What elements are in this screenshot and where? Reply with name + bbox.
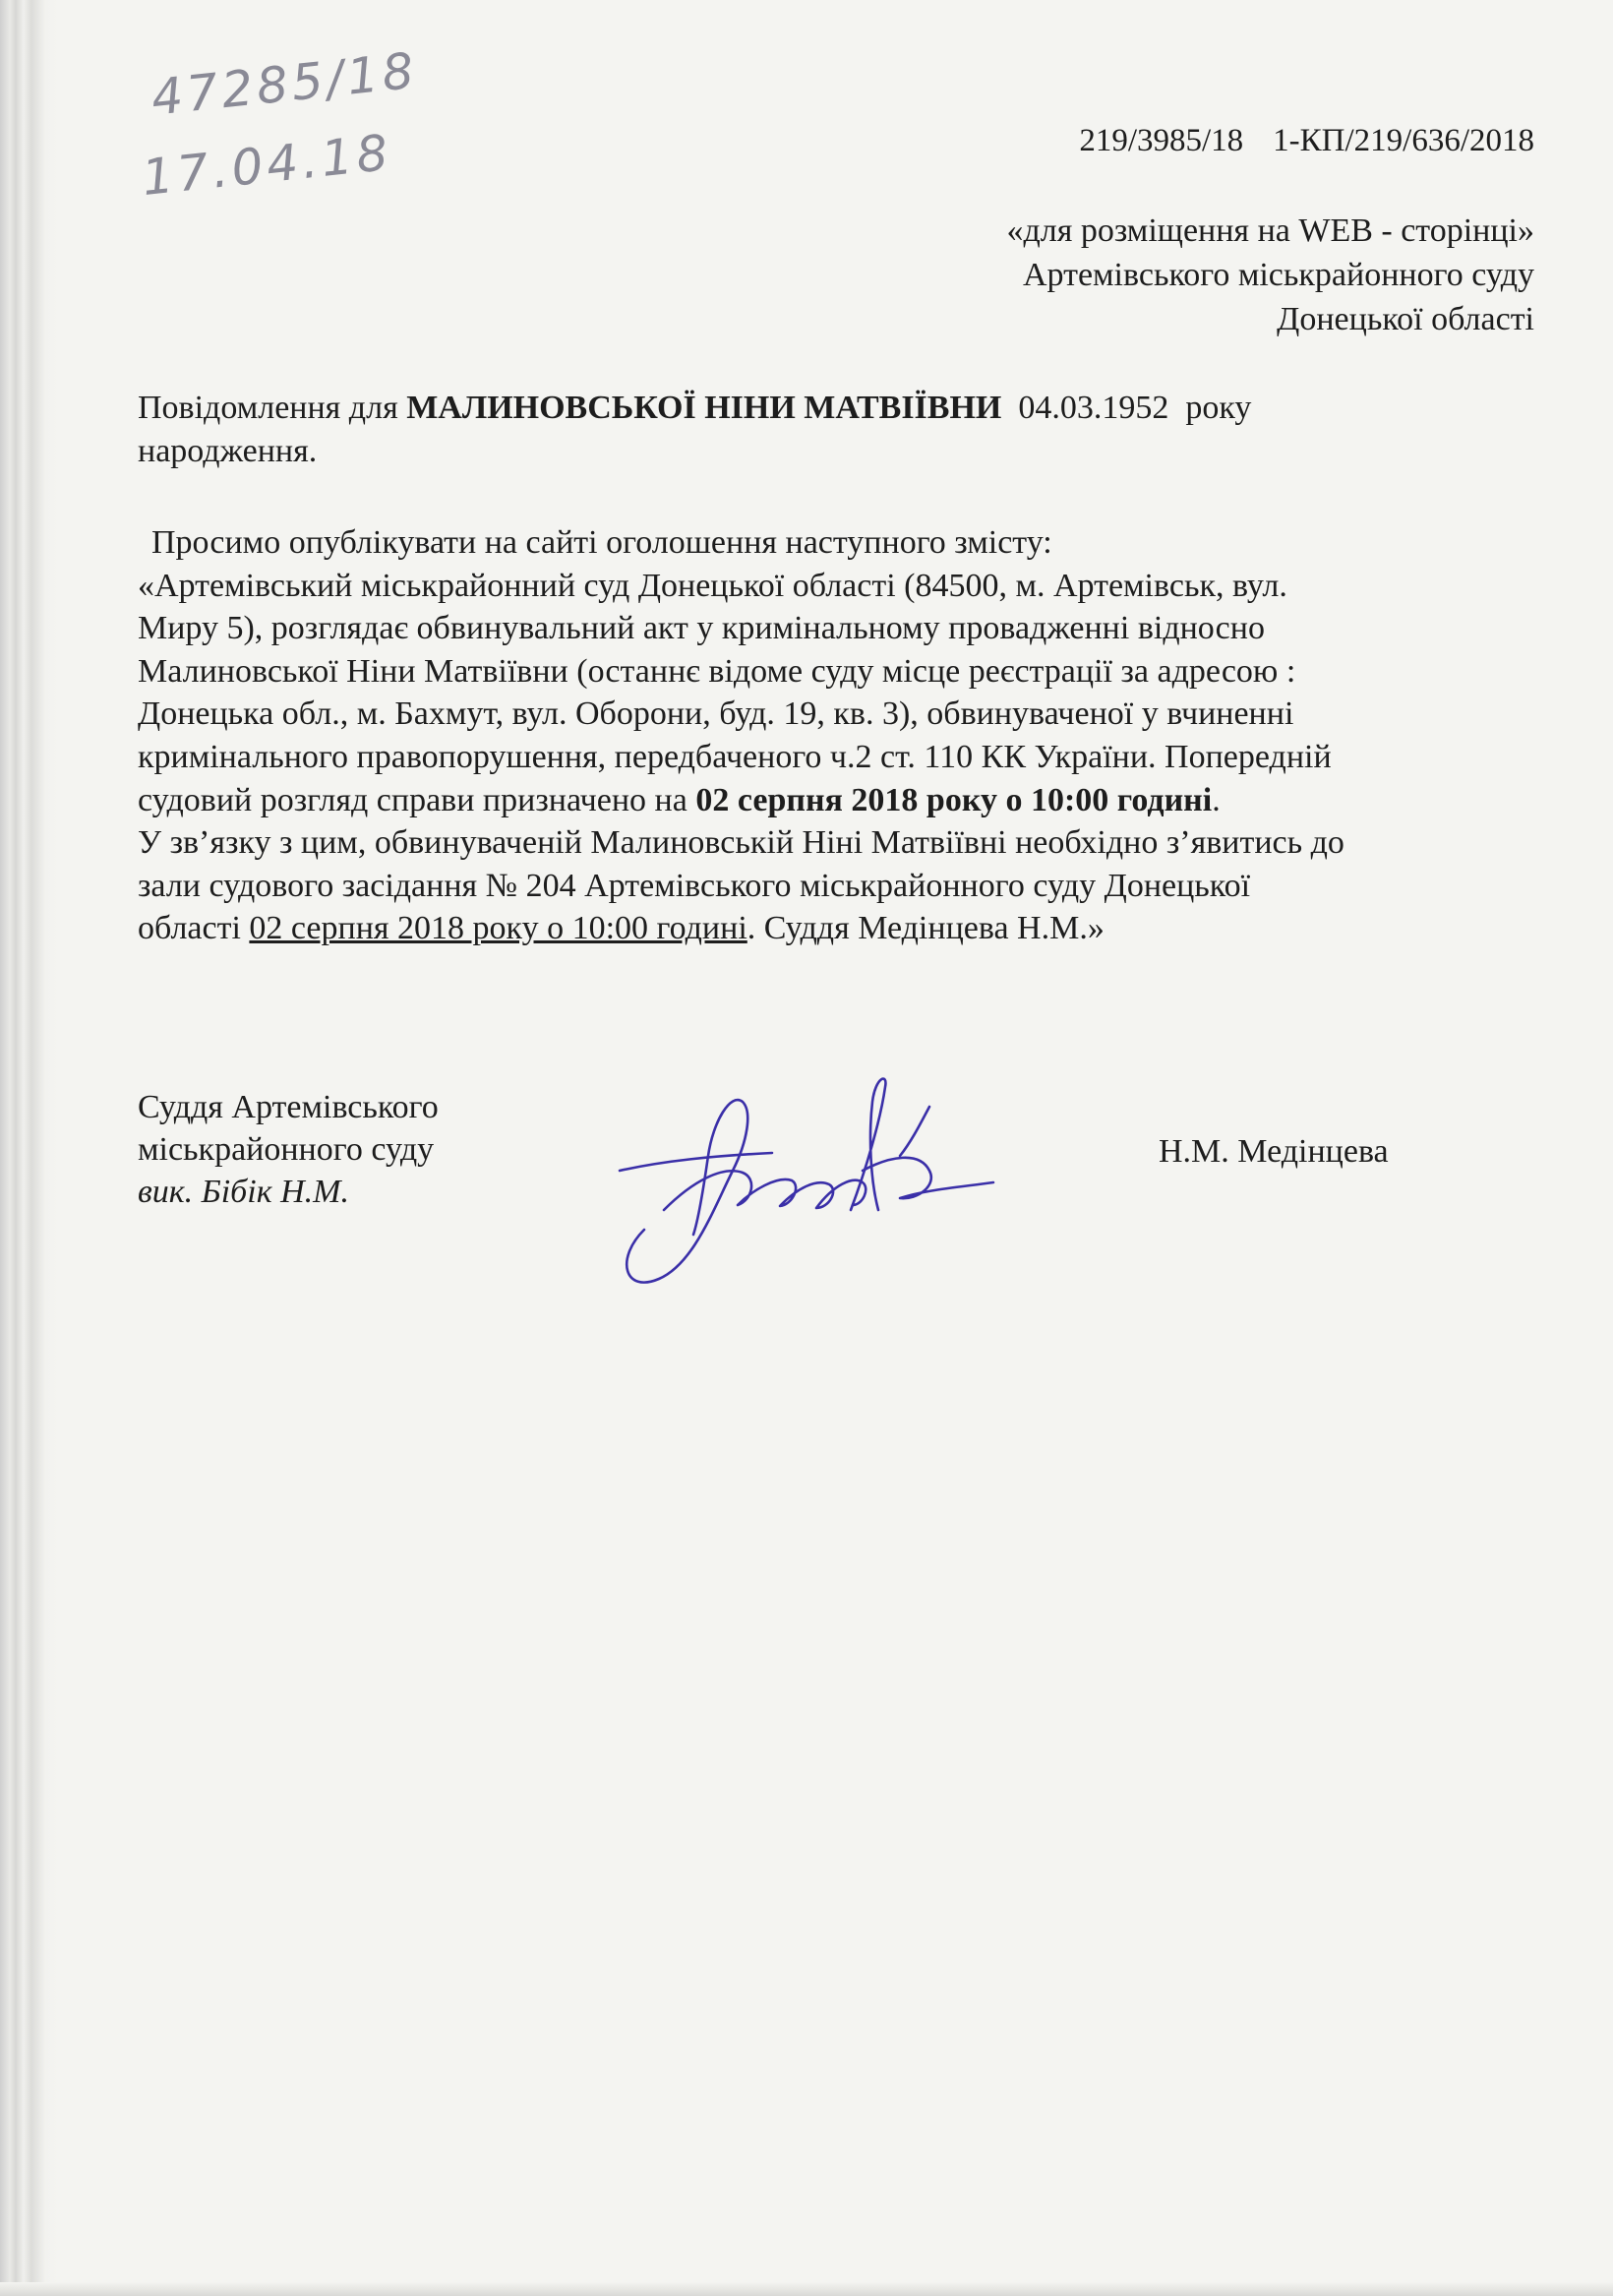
body-line-10 [138,907,1515,950]
body-line-7-suffix: . [1212,781,1221,818]
handwritten-registration-number: 47285/18 [149,41,421,127]
body-line-2: «Артемівський міськрайонний суд Донецької області (84500, м. Артемівськ, вул. [138,567,1287,604]
body-line-8: У зв’язку з цим, обвинуваченій Малиновській Ніні Матвіївні необхідно з’явитись до [138,824,1344,862]
case-number-second: 1-КП/219/636/2018 [1273,123,1534,158]
notice-recipient-name: МАЛИНОВСЬКОЇ НІНИ МАТВІЇВНИ [406,390,1002,426]
body-line-9: зали судового засідання № 204 Артемівського міськрайонного суду Донецької [138,867,1251,904]
hearing-date-underlined: 02 серпня 2018 року о 10:00 годині [249,910,747,947]
handwritten-signature [605,1062,1018,1299]
body-line-1: Просимо опублікувати на сайті оголошення наступного змісту: [151,524,1052,561]
signatory-block [138,1086,439,1213]
body-line-4: Малиновської Ніни Матвіївни (останнє відоме суду місце реєстрації за адресою : [138,652,1296,690]
judge-name: Н.М. Медінцева [1159,1133,1389,1170]
placement-line-2: Артемівського міськрайонного суду [1022,257,1534,293]
body-line-7-prefix: судовий розгляд справи призначено на [138,781,696,818]
notice-birth-date: 04.03.1952 року [1001,390,1252,426]
notice-prefix: Повідомлення для [138,390,407,426]
notice-title [138,387,1495,473]
body-line-10-prefix: області [138,910,250,947]
notice-birth-suffix: народження. [138,433,318,469]
placement-line-1: «для розміщення на WEB - сторінці» [1006,212,1534,249]
handwritten-registration-date: 17.04.18 [139,123,394,208]
placement-line-3: Донецької області [1277,301,1534,337]
scanned-page-bottom-edge [0,2282,1613,2296]
case-numbers [551,120,1534,161]
placement-header [649,209,1534,341]
notice-body [138,521,1515,950]
body-line-3: Миру 5), розглядає обвинувальний акт у кримінальному провадженні відносно [138,610,1265,647]
body-line-7 [138,779,1515,822]
case-number-first: 219/3985/18 [1079,123,1244,158]
hearing-date-bold: 02 серпня 2018 року о 10:00 годині [695,781,1213,818]
executor-name: вик. Бібік Н.М. [138,1174,349,1210]
body-line-5: Донецька обл., м. Бахмут, вул. Оборони, буд. 19, кв. 3), обвинуваченої у вчиненні [138,695,1294,733]
body-line-10-suffix: . Суддя Медінцева Н.М.» [747,910,1105,947]
scanned-page-edge [0,0,59,2296]
signatory-title-line-2: міськрайонного суду [138,1131,435,1168]
signatory-title-line-1: Суддя Артемівського [138,1089,439,1125]
handwritten-registration-note [139,31,430,216]
body-line-6: кримінального правопорушення, передбаченого ч.2 ст. 110 КК України. Попередній [138,738,1332,775]
